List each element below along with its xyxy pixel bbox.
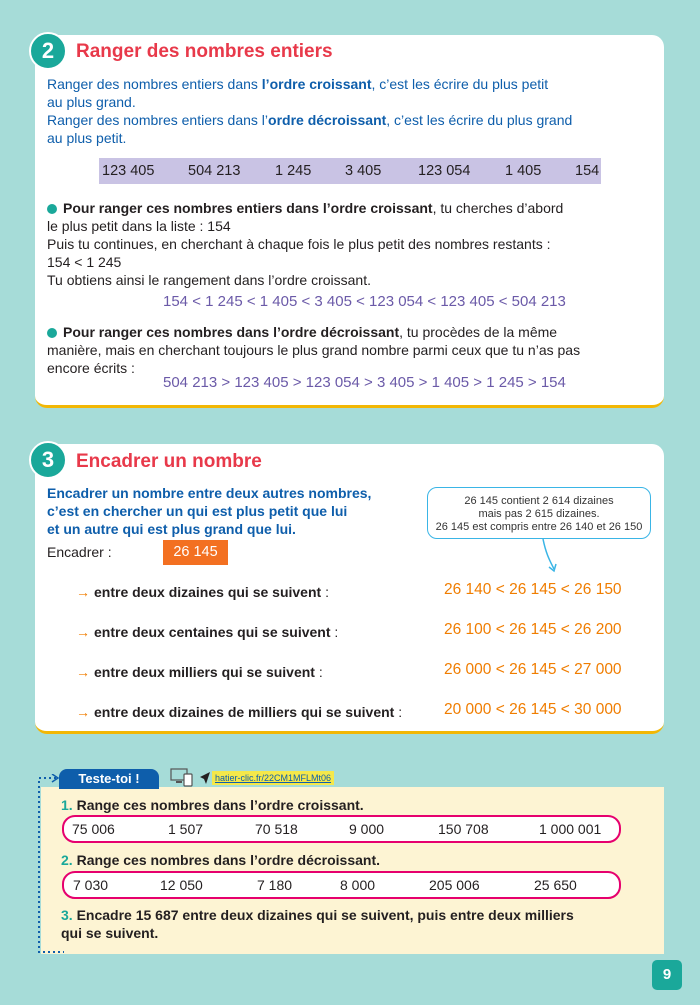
online-link[interactable]: hatier-clic.fr/22CM1MFLMt06 <box>212 771 334 785</box>
callout-pointer-icon <box>540 539 560 575</box>
number-item: 1 507 <box>168 821 204 837</box>
teste-toi-tab: Teste-toi ! <box>59 769 159 789</box>
number-item: 70 518 <box>255 821 298 837</box>
bracket-result-hundreds: 26 100 < 26 145 < 26 200 <box>444 621 622 638</box>
number-item: 1 000 001 <box>539 821 602 837</box>
number-item: 3 405 <box>345 163 382 179</box>
number-list-band <box>99 158 601 184</box>
number-item: 154 <box>575 163 600 179</box>
section-3-title: Encadrer un nombre <box>76 451 262 472</box>
number-item: 12 050 <box>160 877 203 893</box>
number-item: 1 245 <box>275 163 312 179</box>
section-2-decreasing-explanation: Pour ranger ces nombres dans l’ordre décroissant, tu procèdes de la même manière, mais en cherchant toujours le plus grand nombre parmi ceux que tu n’as pas encore écrits : <box>47 324 581 376</box>
question-2-numbers <box>62 871 621 899</box>
ascending-order-result: 154 < 1 245 < 1 405 < 3 405 < 123 054 < 123 405 < 504 213 <box>163 293 566 310</box>
number-item: 25 650 <box>534 877 577 893</box>
bracket-result-tens: 26 140 < 26 145 < 26 150 <box>444 581 622 598</box>
dotted-bracket-icon <box>34 774 64 956</box>
bracket-result-ten-thousands: 20 000 < 26 145 < 30 000 <box>444 701 622 718</box>
section-3-intro: Encadrer un nombre entre deux autres nombres, c’est en chercher un qui est plus petit que lui et un autre qui est plus grand que lui. <box>47 485 372 537</box>
bullet-dot <box>47 328 57 338</box>
number-item: 7 030 <box>73 877 109 893</box>
callout-line: 26 145 est compris entre 26 140 et 26 150 <box>435 521 643 533</box>
number-item: 8 000 <box>340 877 376 893</box>
number-item: 9 000 <box>349 821 385 837</box>
explanation-callout <box>427 487 651 539</box>
bracket-row-thousands: → entre deux milliers qui se suivent : <box>76 664 323 680</box>
section-2-badge: 2 <box>29 32 67 70</box>
section-2-intro: Ranger des nombres entiers dans l’ordre croissant, c’est les écrire du plus petit au plus grand. Ranger des nombres entiers dans l’ordre décroissant, c’est les écrire du plus grand au plus petit. <box>47 76 573 146</box>
bullet-dot <box>47 204 57 214</box>
number-item: 150 708 <box>438 821 489 837</box>
number-item: 123 405 <box>102 163 155 179</box>
number-item: 205 006 <box>429 877 480 893</box>
question-3: 3. Encadre 15 687 entre deux dizaines qui se suivent, puis entre deux milliers qui se suivent. <box>61 907 574 941</box>
computer-tablet-icon <box>170 767 194 787</box>
number-item: 123 054 <box>418 163 471 179</box>
bracket-row-tens: → entre deux dizaines qui se suivent : <box>76 584 329 600</box>
page-number: 9 <box>652 960 682 990</box>
encadrer-label: Encadrer : <box>47 544 112 560</box>
number-item: 75 006 <box>72 821 115 837</box>
bracket-row-hundreds: → entre deux centaines qui se suivent : <box>76 624 339 640</box>
callout-line: mais pas 2 615 dizaines. <box>478 508 600 520</box>
descending-order-result: 504 213 > 123 405 > 123 054 > 3 405 > 1 405 > 1 245 > 154 <box>163 374 566 391</box>
section-3-badge: 3 <box>29 441 67 479</box>
section-2-title: Ranger des nombres entiers <box>76 41 333 62</box>
bracket-row-ten-thousands: → entre deux dizaines de milliers qui se suivent : <box>76 704 403 720</box>
number-item: 7 180 <box>257 877 293 893</box>
question-1: 1. Range ces nombres dans l’ordre croissant. <box>61 797 364 813</box>
number-item: 504 213 <box>188 163 241 179</box>
section-2-explanation: Pour ranger ces nombres entiers dans l’ordre croissant, tu cherches d’abord le plus petit dans la liste : 154 Puis tu continues, en cherchant à chaque fois le plus petit des nombres restants : 154 < 1 245 Tu obtiens ainsi le rangement dans l’ordre croissant. <box>47 200 564 288</box>
cursor-icon <box>198 771 212 785</box>
question-2: 2. Range ces nombres dans l’ordre décroissant. <box>61 852 381 868</box>
question-1-numbers <box>62 815 621 843</box>
number-item: 1 405 <box>505 163 542 179</box>
bracket-result-thousands: 26 000 < 26 145 < 27 000 <box>444 661 622 678</box>
target-number-box: 26 145 <box>163 540 228 565</box>
callout-line: 26 145 contient 2 614 dizaines <box>464 495 614 507</box>
